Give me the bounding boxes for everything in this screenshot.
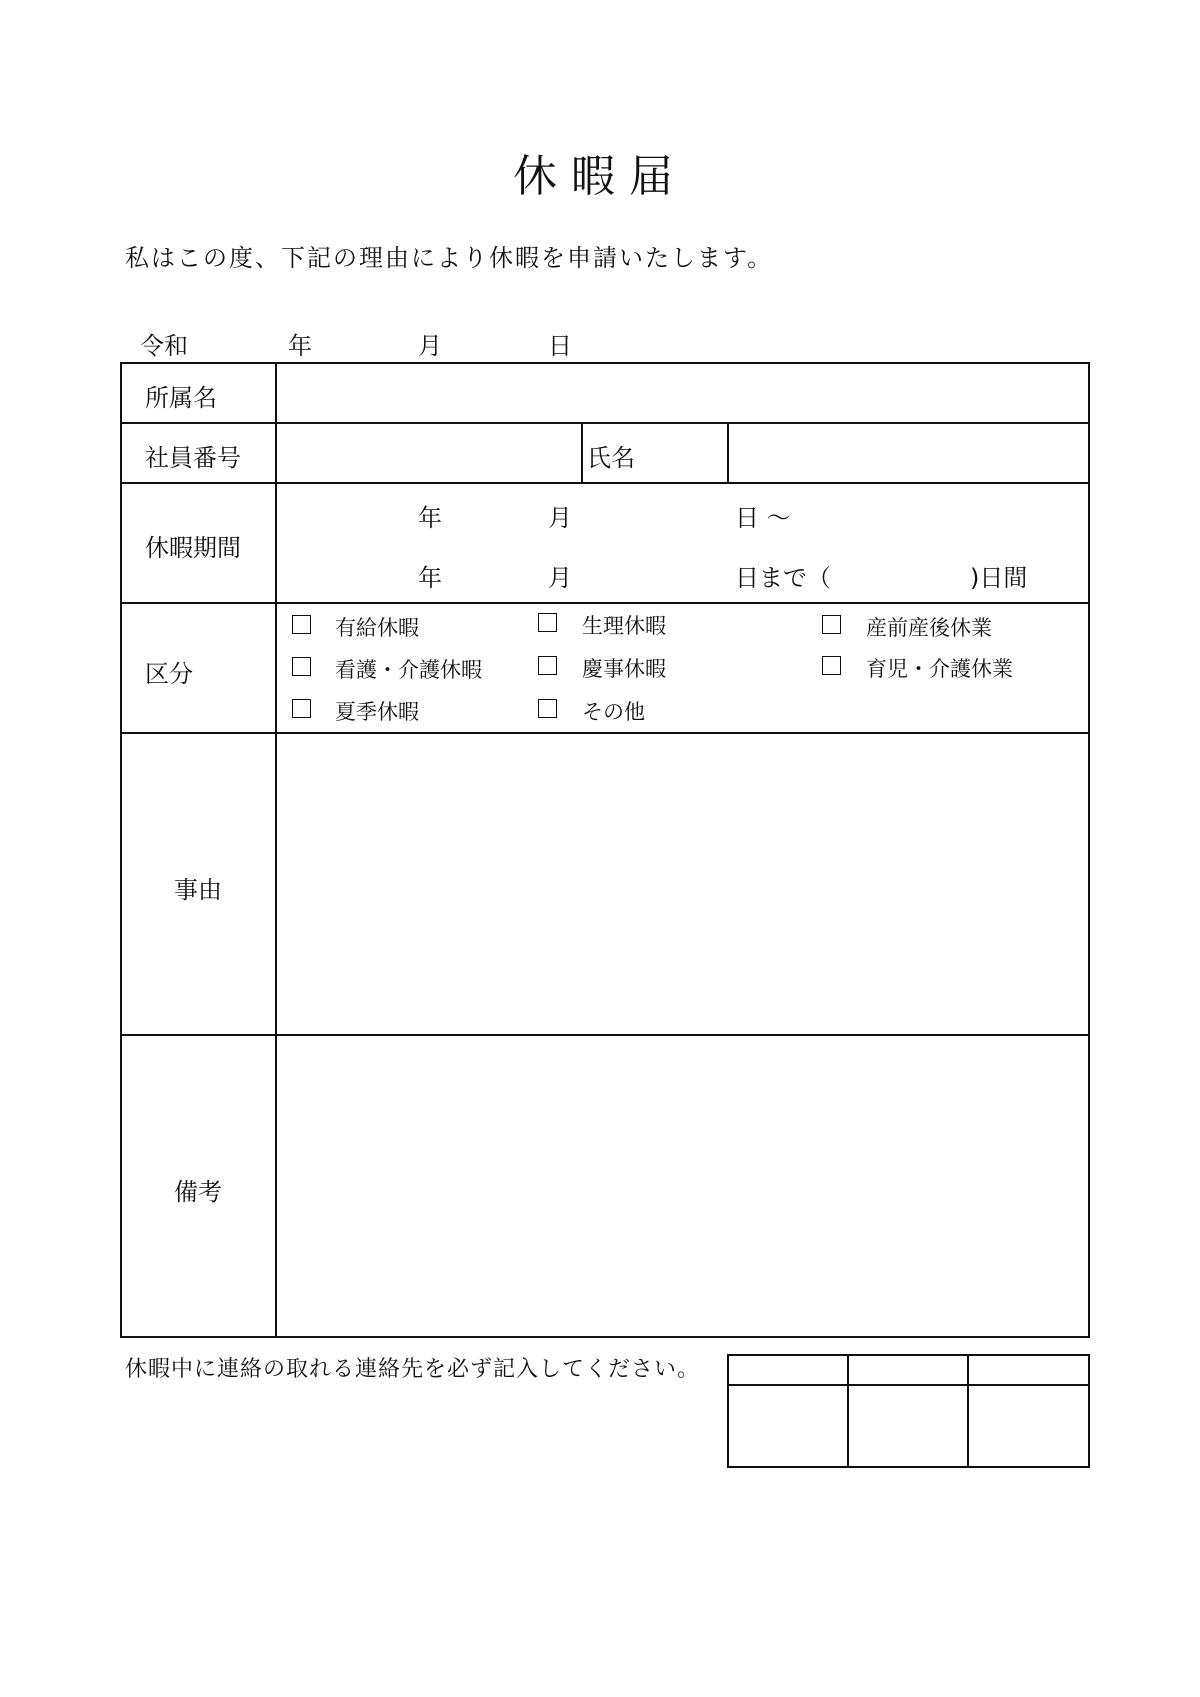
checkbox-celebration-leave[interactable] <box>538 656 557 675</box>
period-to-year: 年 <box>418 564 442 592</box>
page-title: 休暇届 <box>513 151 687 202</box>
stamp-cell-3[interactable] <box>969 1386 1088 1466</box>
option-summer-leave: 夏季休暇 <box>335 700 419 724</box>
date-era: 令和 <box>140 332 188 360</box>
contact-note: 休暇中に連絡の取れる連絡先を必ず記入してください。 <box>125 1357 701 1382</box>
stamp-cell-1[interactable] <box>729 1386 847 1466</box>
period-to-day: 日まで（ <box>735 564 831 592</box>
option-other: その他 <box>582 700 645 724</box>
checkbox-nursing-care-leave[interactable] <box>292 657 311 676</box>
period-from-month: 月 <box>548 504 572 532</box>
employee-number-label: 社員番号 <box>145 444 241 472</box>
name-label: 氏名 <box>587 444 635 472</box>
remarks-label: 備考 <box>174 1178 222 1206</box>
date-day: 日 <box>548 332 572 360</box>
period-to-month: 月 <box>548 564 572 592</box>
employee-number-field[interactable] <box>277 424 579 482</box>
date-year: 年 <box>288 332 312 360</box>
stamp-cell-2[interactable] <box>849 1386 967 1466</box>
affiliation-label: 所属名 <box>145 384 217 412</box>
category-label: 区分 <box>145 660 193 688</box>
date-month: 月 <box>418 332 442 360</box>
affiliation-field[interactable] <box>277 364 1087 422</box>
intro-text: 私はこの度、下記の理由により休暇を申請いたします。 <box>125 244 774 272</box>
checkbox-menstrual-leave[interactable] <box>538 613 557 632</box>
option-childcare-leave: 育児・介護休業 <box>866 657 1013 681</box>
period-label: 休暇期間 <box>145 534 241 562</box>
checkbox-paid-leave[interactable] <box>292 615 311 634</box>
option-menstrual-leave: 生理休暇 <box>582 614 666 638</box>
name-field[interactable] <box>729 424 1087 482</box>
checkbox-maternity-leave[interactable] <box>822 615 841 634</box>
option-celebration-leave: 慶事休暇 <box>582 657 666 681</box>
period-days-unit: )日間 <box>970 564 1028 592</box>
checkbox-other[interactable] <box>538 699 557 718</box>
checkbox-summer-leave[interactable] <box>292 699 311 718</box>
reason-field[interactable] <box>277 734 1087 1034</box>
period-from-day: 日 ～ <box>735 504 791 532</box>
remarks-field[interactable] <box>277 1036 1087 1336</box>
option-paid-leave: 有給休暇 <box>335 616 419 640</box>
reason-label: 事由 <box>174 876 222 904</box>
option-nursing-care-leave: 看護・介護休暇 <box>335 658 482 682</box>
option-maternity-leave: 産前産後休業 <box>866 616 992 640</box>
checkbox-childcare-leave[interactable] <box>822 656 841 675</box>
period-from-year: 年 <box>418 504 442 532</box>
